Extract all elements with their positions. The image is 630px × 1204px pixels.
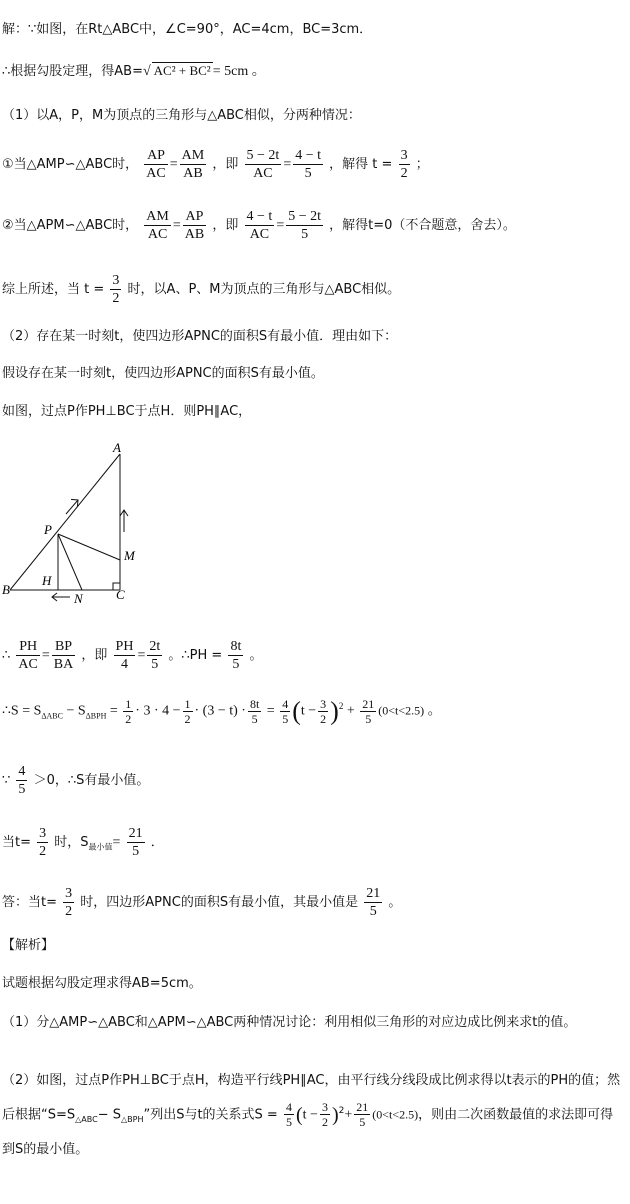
area-const: $\frac{21}{5}$ xyxy=(362,697,375,726)
analysis-line3: （2）如图，过点P作PH⊥BC于点H，构造平行线PH∥AC，由平行线分线段成比例求得以t表示的PH的值；然后根据“$S=S_{\triangle ABC}- S_{\triangle BPH}$”列出S与t的关系式S = $\frac{4}{5}$ (t − $\frac{3}{2}$ )$^2$+ $\frac{21}{5}$ (0<t<2.5)，则由二次函数最值的求法即可得到S的最小值。 xyxy=(2,1073,621,1157)
analysis3-shift: $\frac{3}{2}$ xyxy=(321,1100,328,1130)
analysis3-plus: + xyxy=(344,1107,353,1123)
area-inner: t − xyxy=(300,703,317,719)
ratio-suffix: 。 xyxy=(249,648,263,663)
area-8t5: $\frac{8t}{5}$ xyxy=(249,697,260,726)
area-eq2: = xyxy=(266,703,275,719)
area-sub-bph: ΔBPH xyxy=(85,711,107,721)
area-formula-line: ∴S = $S_{\Delta ABC} - S_{\Delta BPH}$ = $\frac{1}{2}$ · 3 · 4 − $\frac{1}{2}$ · (3 − t) · $\frac{8t}{5}$ = $\frac{4}{5}$ (t − $\frac{3}{2}$ )$^2$ + $\frac{21}{5}$ (0<t<2.5) 。 xyxy=(2,696,442,726)
part2-heading: （2）存在某一时刻t，使四边形APNC的面积S有最小值．理由如下： xyxy=(2,329,398,344)
case1-solve: ，解得 t = xyxy=(329,157,393,172)
sqrt-sign: √ xyxy=(142,64,151,79)
answer-mid: 时，四边形APNC的面积S有最小值，其最小值是 xyxy=(80,895,359,910)
side-ab xyxy=(10,454,120,590)
ratio-prefix: ∴ xyxy=(2,648,11,663)
label-c: C xyxy=(116,587,125,602)
summary-prefix: 综上所述，当 t = xyxy=(2,282,105,297)
area-term1: · 3 · 4 − xyxy=(135,703,181,719)
case1-prefix: ①当△AMP∽△ABC时， xyxy=(2,157,139,172)
ratio-ph: 。∴PH = xyxy=(168,648,223,663)
analysis-line2: （1）分△AMP∽△ABC和△APM∽△ABC两种情况讨论：利用相似三角形的对应边成比例来求t的值。 xyxy=(2,1015,577,1030)
minimum-suffix: ． xyxy=(150,835,164,850)
minimum-value-frac: $\frac{21}{5}$ xyxy=(128,826,143,859)
ratio-frac2: $\frac{BP}{BA}$ xyxy=(53,639,74,672)
analysis3-const: $\frac{21}{5}$ xyxy=(356,1100,369,1130)
label-b: B xyxy=(2,582,10,597)
ratio-frac3: $\frac{PH}{4}$ xyxy=(115,639,134,672)
label-a: A xyxy=(113,440,121,455)
analysis-line1: 试题根据勾股定理求得AB=5cm。 xyxy=(2,976,202,991)
ratio-frac1: $\frac{PH}{AC}$ xyxy=(18,639,38,672)
area-eq1: = xyxy=(109,703,118,719)
analysis3-inner: t − xyxy=(302,1107,318,1123)
area-range: (0<t<2.5) xyxy=(378,703,425,718)
answer-line xyxy=(2,885,401,920)
case2-prefix: ②当△APM∽△ABC时， xyxy=(2,218,139,233)
ratio-line: ∴ $\frac{PH}{AC}$ = $\frac{BP}{BA}$ ，即 $\frac{PH}{4}$ = $\frac{2t}{5}$ 。∴PH = $\frac{8t}{5}$ 。 xyxy=(2,639,263,672)
part1-heading: （1）以A，P，M为顶点的三角形与△ABC相似，分两种情况： xyxy=(2,108,361,123)
ratio-frac5: $\frac{8t}{5}$ xyxy=(230,639,242,672)
assume-line: 假设存在某一时刻t，使四边形APNC的面积S有最小值。 xyxy=(2,366,324,381)
case1-frac3: $\frac{5 - 2t}{AC}$ xyxy=(246,148,280,181)
positive-suffix: ＞0，∴S有最小值。 xyxy=(33,773,150,788)
answer-prefix: 答：当t= xyxy=(2,895,57,910)
positive-prefix: ∵ xyxy=(2,773,11,788)
arrow-p-shaft xyxy=(66,500,78,514)
area-half1: $\frac{1}{2}$ xyxy=(125,697,132,726)
analysis3-range: (0<t<2.5) xyxy=(372,1107,419,1122)
case2-frac1: $\frac{AM}{AC}$ xyxy=(146,209,169,242)
pythagoras-line xyxy=(2,62,266,80)
area-minus: − S xyxy=(66,703,86,719)
case2-suffix: ，解得t=0（不合题意，舍去）。 xyxy=(329,218,516,233)
area-square: 2 xyxy=(338,701,344,712)
area-coef: $\frac{4}{5}$ xyxy=(282,697,289,726)
minimum-t-frac: $\frac{3}{2}$ xyxy=(39,826,47,859)
analysis3-sub1: △ABC xyxy=(75,1114,98,1124)
positive-frac: $\frac{4}{5}$ xyxy=(18,764,26,797)
analysis3-sub2: △BPH xyxy=(120,1114,144,1124)
area-half2: $\frac{1}{2}$ xyxy=(184,697,191,726)
case1-suffix: ； xyxy=(415,157,429,172)
case1-frac5: $\frac{3}{2}$ xyxy=(400,148,408,181)
summary-line xyxy=(2,272,400,307)
case1-mid: ，即 xyxy=(212,157,239,172)
label-m: M xyxy=(124,548,135,563)
area-shift: $\frac{3}{2}$ xyxy=(320,697,327,726)
pythagoras-text: ∴根据勾股定理，得AB= xyxy=(2,64,143,79)
case2-line: ②当△APM∽△ABC时， $\frac{AM}{AC}$ = $\frac{AP}{AB}$ ，即 $\frac{4 - t}{AC}$ = $\frac{5 - 2t}{5}$ ，解得t=0（不合题意，舍去）。 xyxy=(2,209,516,242)
case1-frac1: $\frac{AP}{AC}$ xyxy=(146,148,166,181)
minimum-line xyxy=(2,825,164,860)
pythagoras-result: = 5cm 。 xyxy=(212,64,266,79)
analysis3-square: 2 xyxy=(338,1106,345,1116)
arrow-p-head xyxy=(70,499,78,507)
ratio-mid: ，即 xyxy=(81,648,108,663)
analysis3-text-a: （2）如图，过点P作PH⊥BC于点H，构造平行线PH∥AC，由平行线分线段成比例求得以t表示的PH的值；然后根据“S=S xyxy=(2,1073,621,1123)
area-prefix: ∴S = S xyxy=(2,703,42,719)
sqrt-radicand: AC² + BC² xyxy=(153,63,211,78)
case2-frac2: $\frac{AP}{AB}$ xyxy=(184,209,205,242)
triangle-figure xyxy=(0,440,150,608)
answer-value-frac: $\frac{21}{5}$ xyxy=(366,886,381,919)
area-plus: + xyxy=(346,703,355,719)
answer-suffix: 。 xyxy=(388,895,402,910)
summary-suffix: 时，以A、P、M为顶点的三角形与△ABC相似。 xyxy=(127,282,401,297)
ratio-frac4: $\frac{2t}{5}$ xyxy=(149,639,161,672)
label-n: N xyxy=(74,591,83,606)
construct-line: 如图，过点P作PH⊥BC于点H．则PH∥AC， xyxy=(2,404,252,419)
label-h: H xyxy=(42,573,52,588)
label-p: P xyxy=(44,522,52,537)
area-suffix: 。 xyxy=(427,703,442,719)
area-term2: · (3 − t) · xyxy=(194,703,246,719)
case2-frac4: $\frac{5 - 2t}{5}$ xyxy=(288,209,322,242)
analysis-heading: 【解析】 xyxy=(2,938,55,953)
case1-frac4: $\frac{4 - t}{5}$ xyxy=(295,148,322,181)
analysis3-text-b: − S xyxy=(97,1107,121,1123)
case1-frac2: $\frac{AM}{AB}$ xyxy=(181,148,205,181)
case2-mid: ，即 xyxy=(212,218,239,233)
minimum-sub: 最小值 xyxy=(88,842,113,852)
minimum-mid: 时，S xyxy=(54,835,89,850)
case1-line: ①当△AMP∽△ABC时， $\frac{AP}{AC}$ = $\frac{AM}{AB}$ ，即 $\frac{5 - 2t}{AC}$ = $\frac{4 - t}{5}$ ，解得 t = $\frac{3}{2}$ ； xyxy=(2,148,429,181)
minimum-prefix: 当t= xyxy=(2,835,31,850)
summary-frac: $\frac{3}{2}$ xyxy=(112,273,120,306)
analysis3-text-c: ”列出S与t的关系式S = xyxy=(143,1107,278,1123)
solution-intro: 解：∵如图，在Rt△ABC中，∠C=90°，AC=4cm，BC=3cm． xyxy=(2,22,373,37)
case2-frac3: $\frac{4 - t}{AC}$ xyxy=(246,209,273,242)
minimum-eq: = xyxy=(112,835,121,850)
area-sub-abc: ΔABC xyxy=(41,711,63,721)
positive-line xyxy=(2,763,149,798)
analysis3-text-d: ，则由二次函数最值的求法即可得到S的最小值。 xyxy=(2,1107,614,1157)
answer-t-frac: $\frac{3}{2}$ xyxy=(65,886,73,919)
analysis3-coef: $\frac{4}{5}$ xyxy=(285,1100,292,1130)
